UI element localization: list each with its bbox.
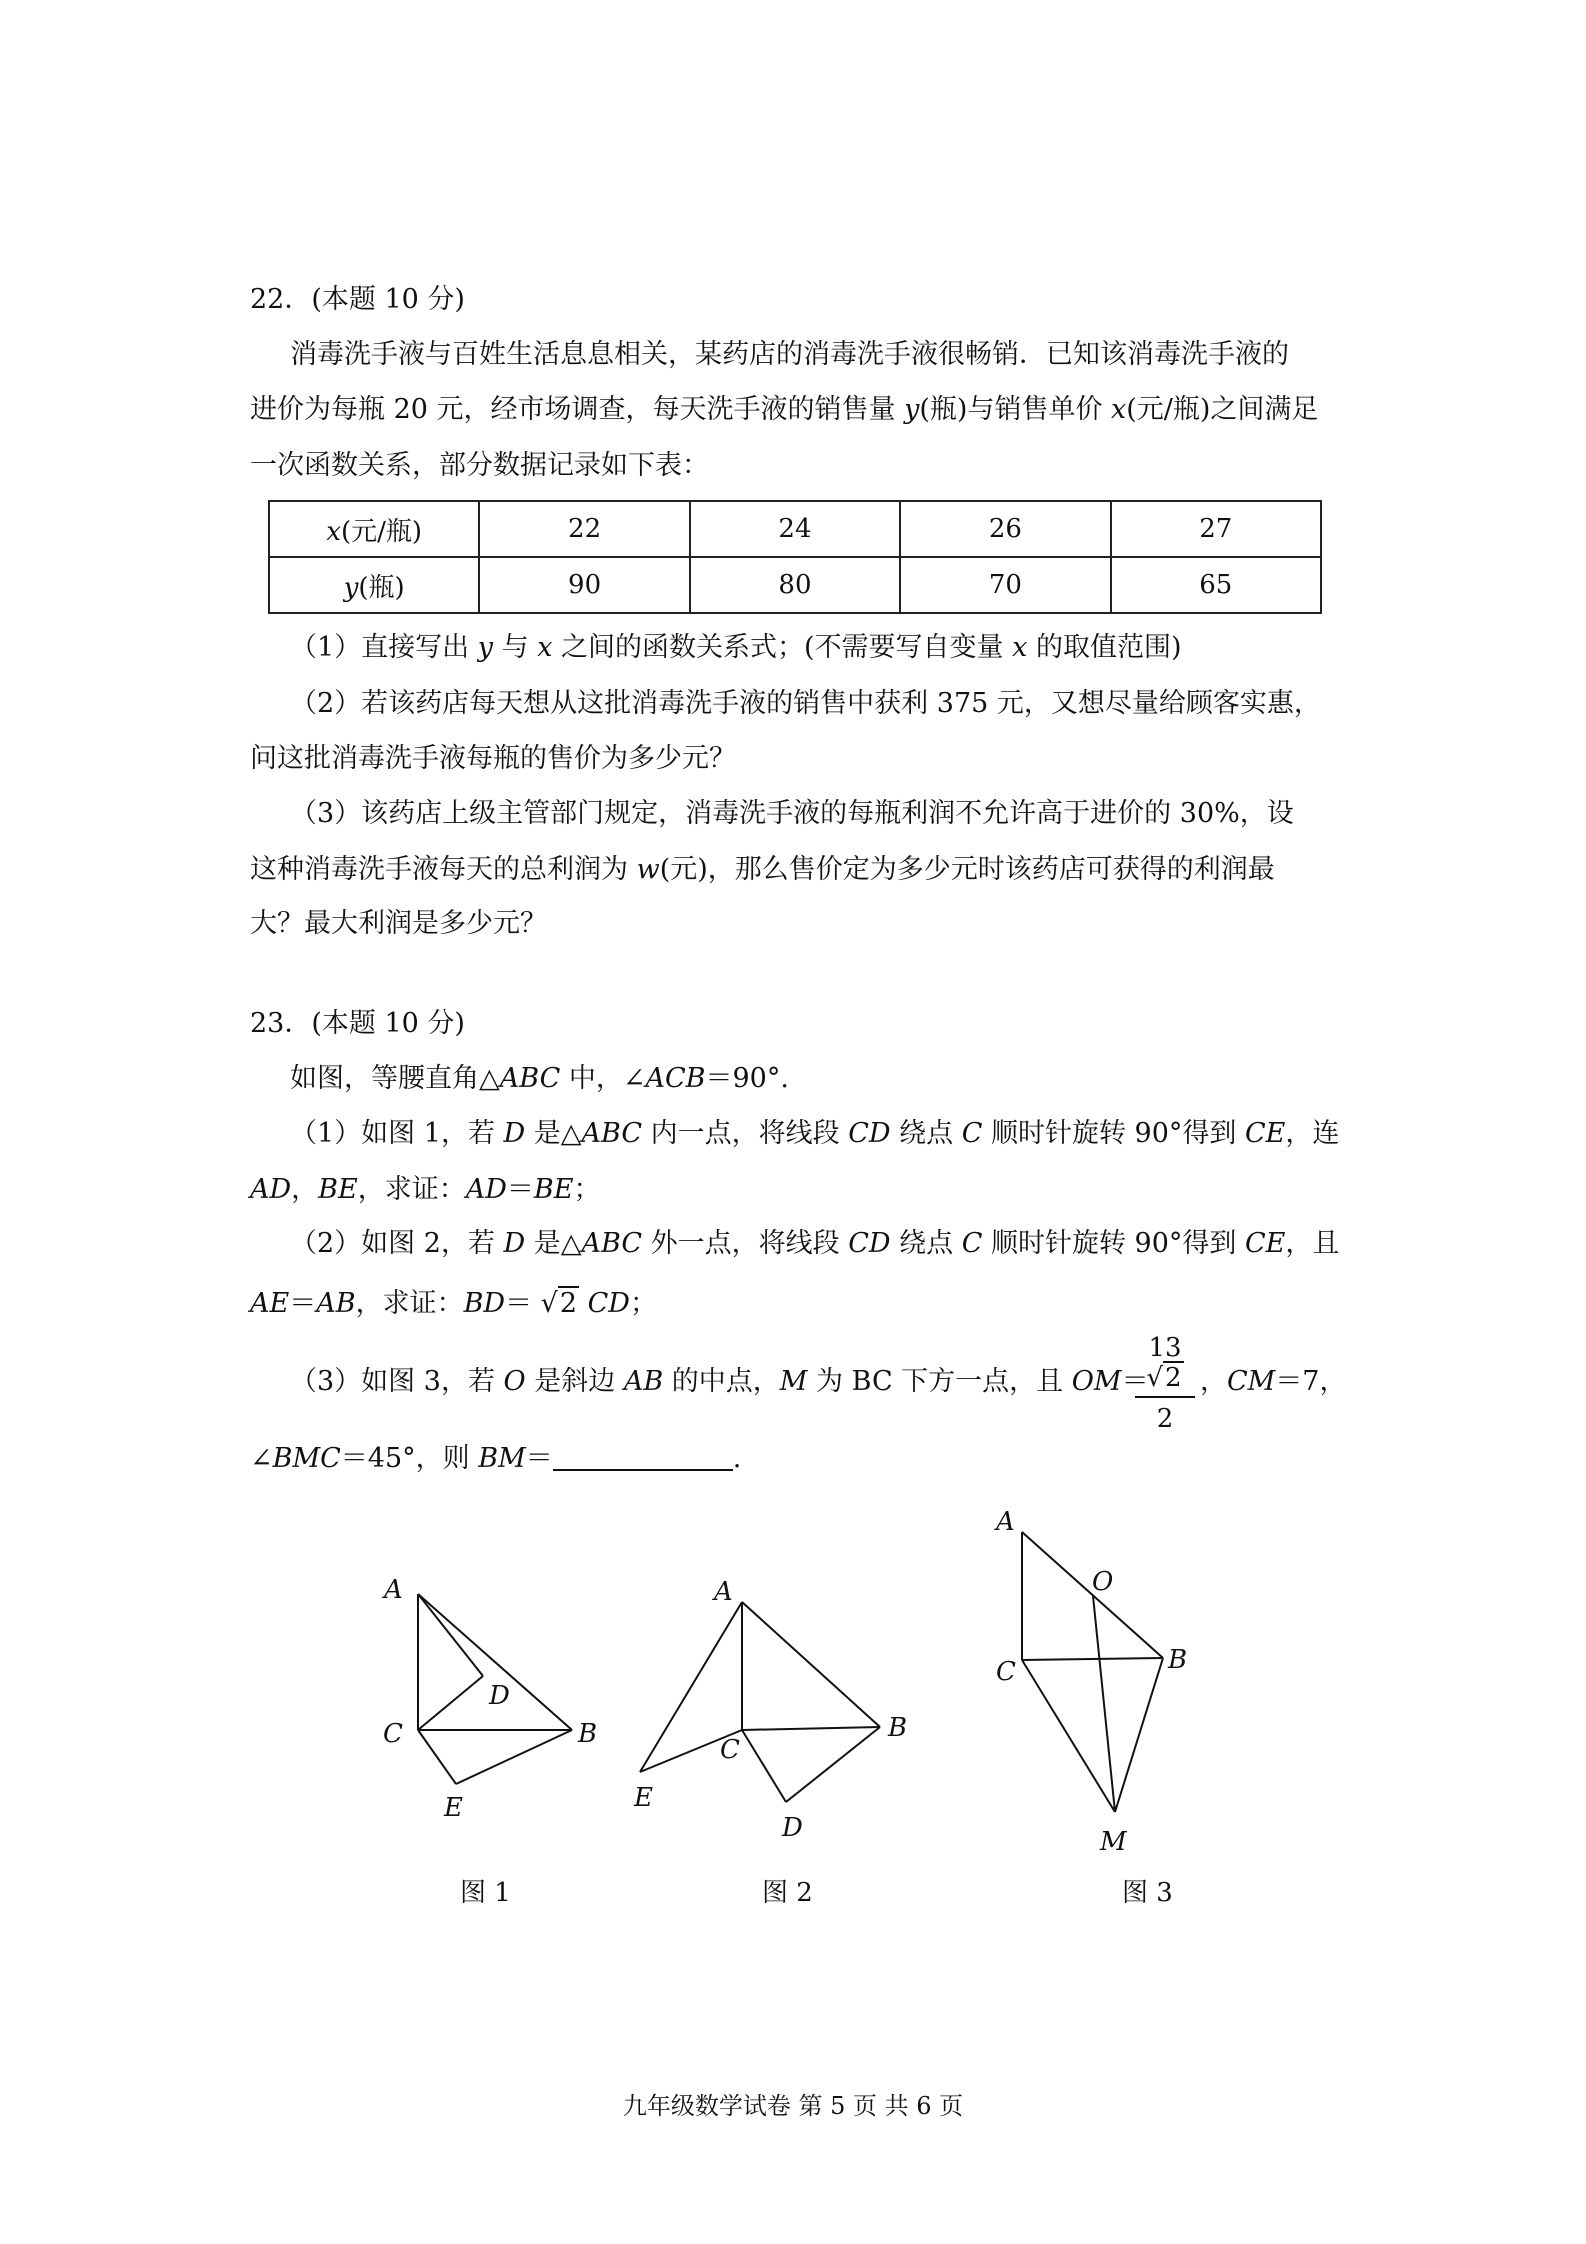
q22-text-line1: 消毒洗手液与百姓生活息息相关，某药店的消毒洗手液很畅销．已知该消毒洗手液的	[290, 339, 1289, 370]
table-header-cell: y(瓶)	[269, 557, 479, 613]
q23-intro: 如图，等腰直角△ABC 中，∠ACB＝90°.	[290, 1063, 789, 1094]
fig2-label-a: A	[714, 1577, 733, 1607]
sqrt-symbol: √2	[540, 1288, 578, 1319]
q22-part3-line1: （3）该药店上级主管部门规定，消毒洗手液的每瓶利润不允许高于进价的 30%，设	[290, 798, 1294, 829]
table-cell: 80	[690, 557, 900, 613]
q23-part3-line1-tail: ，CM＝7，	[1200, 1366, 1347, 1397]
table-row	[269, 557, 1321, 613]
figure-3-caption: 图 3	[1122, 1878, 1173, 1908]
q23-part1-line2: AD，BE，求证：AD＝BE；	[250, 1174, 601, 1205]
price-sales-table	[268, 500, 1322, 614]
fig3-label-b: B	[1168, 1645, 1188, 1675]
table-header-cell: x(元/瓶)	[269, 501, 479, 557]
q22-text-line2: 进价为每瓶 20 元，经市场调查，每天洗手液的销售量 y(瓶)与销售单价 x(元/瓶)之间满足	[250, 394, 1319, 425]
table-cell: 22	[479, 501, 689, 557]
fig3-label-c: C	[996, 1657, 1016, 1687]
fig3-label-o: O	[1092, 1567, 1114, 1597]
fig1-label-a: A	[384, 1575, 403, 1605]
q23-part3-line2: ∠BMC＝45°，则 BM＝ .	[250, 1443, 742, 1474]
q22-part3-line2: 这种消毒洗手液每天的总利润为 w(元)，那么售价定为多少元时该药店可获得的利润最	[250, 854, 1275, 885]
q23-part3-line1: （3）如图 3，若 O 是斜边 AB 的中点，M 为 BC 下方一点，且 OM＝	[290, 1366, 1149, 1397]
q23-part1-line1: （1）如图 1，若 D 是△ABC 内一点，将线段 CD 绕点 C 顺时针旋转 90°得到 CE，连	[290, 1118, 1340, 1149]
q22-part2-line1: （2）若该药店每天想从这批消毒洗手液的销售中获利 375 元，又想尽量给顾客实惠，	[290, 688, 1321, 719]
fig1-label-e: E	[444, 1793, 463, 1823]
fig2-label-b: B	[888, 1713, 908, 1743]
q22-part1: （1）直接写出 y 与 x 之间的函数关系式；(不需要写自变量 x 的取值范围)	[290, 632, 1182, 663]
fig1-label-b: B	[578, 1719, 598, 1749]
fraction-denominator: 2	[1156, 1404, 1174, 1434]
page-footer: 九年级数学试卷 第 5 页 共 6 页	[622, 2092, 964, 2120]
fraction-numerator: 13√2	[1135, 1333, 1195, 1398]
fig2-label-e: E	[634, 1783, 653, 1813]
fig2-label-d: D	[782, 1813, 803, 1843]
q22-text-line3: 一次函数关系，部分数据记录如下表：	[250, 450, 709, 481]
q22-part3-line3: 大？最大利润是多少元？	[250, 908, 547, 939]
fig1-label-d: D	[489, 1681, 510, 1711]
figure-2-caption: 图 2	[762, 1878, 813, 1908]
q22-part2-line2: 问这批消毒洗手液每瓶的售价为多少元？	[250, 743, 736, 774]
geometry-figures	[0, 1480, 1586, 1880]
fig1-label-c: C	[383, 1719, 403, 1749]
q23-part2-line2: AE＝AB，求证：BD＝ √2 CD；	[250, 1288, 657, 1319]
q23-part2-line1: （2）如图 2，若 D 是△ABC 外一点，将线段 CD 绕点 C 顺时针旋转 90°得到 CE，且	[290, 1228, 1340, 1259]
table-cell: 27	[1111, 501, 1321, 557]
om-fraction	[1135, 1333, 1195, 1434]
figure-2	[640, 1602, 880, 1802]
fig3-label-m: M	[1100, 1827, 1127, 1857]
table-cell: 90	[479, 557, 689, 613]
table-cell: 26	[900, 501, 1110, 557]
figure-1-caption: 图 1	[460, 1878, 511, 1908]
table-row	[269, 501, 1321, 557]
q23-header: 23．(本题 10 分)	[250, 1008, 465, 1039]
table-cell: 70	[900, 557, 1110, 613]
q22-header: 22．(本题 10 分)	[250, 284, 465, 315]
table-cell: 24	[690, 501, 900, 557]
answer-blank[interactable]	[553, 1445, 733, 1471]
table-cell: 65	[1111, 557, 1321, 613]
fig2-label-c: C	[720, 1735, 740, 1765]
fig3-label-a: A	[996, 1507, 1015, 1537]
